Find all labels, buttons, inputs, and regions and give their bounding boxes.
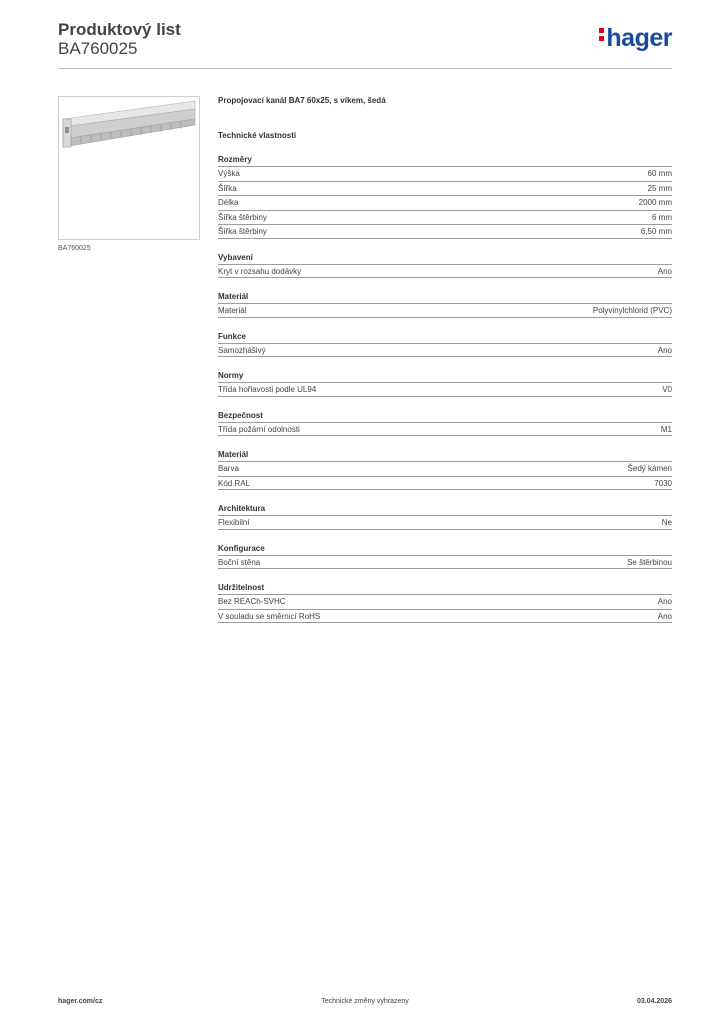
section-sustainability: [218, 582, 672, 623]
section-safety: [218, 410, 672, 437]
spec-row: [218, 210, 672, 225]
spec-value: M1: [660, 424, 672, 434]
spec-value: Ano: [657, 611, 672, 621]
spec-row: [218, 594, 672, 609]
logo-text: hager: [606, 24, 672, 52]
spec-row: [218, 166, 672, 181]
section-material-color: [218, 449, 672, 490]
image-caption: BA760025: [58, 245, 91, 252]
section-title: Funkce: [218, 331, 247, 341]
spec-row: [218, 181, 672, 196]
spec-label: Výška: [218, 169, 240, 178]
product-name: Propojovací kanál BA7 60x25, s víkem, šedá: [218, 96, 386, 105]
footer-website: hager.com/cz: [58, 998, 103, 1005]
section-architecture: [218, 503, 672, 530]
spec-value: 6 mm: [652, 212, 672, 222]
spec-value: Ne: [661, 518, 672, 527]
section-title: Architektura: [218, 504, 266, 513]
section-title: Normy: [218, 371, 244, 380]
spec-row: [218, 303, 672, 318]
spec-value: 60 mm: [647, 169, 672, 178]
footer-date: 03.04.2026: [636, 998, 672, 1005]
spec-value: V0: [662, 385, 672, 394]
spec-value: Šedý kámen: [627, 464, 672, 473]
spec-label: Kryt v rozsahu dodávky: [218, 266, 302, 276]
footer-note: Technické změny vyhrazeny: [321, 998, 409, 1005]
cable-duct-icon: [59, 97, 199, 239]
spec-row: [218, 555, 672, 570]
spec-value: Polyvinylchlorid (PVC): [592, 306, 672, 315]
spec-value: Ano: [657, 266, 672, 276]
spec-row: [218, 461, 672, 476]
spec-label: Třída požární odolnosti: [218, 424, 300, 434]
spec-row: [218, 476, 672, 491]
spec-row: [218, 422, 672, 437]
spec-row: [218, 609, 672, 624]
spec-row: [218, 264, 672, 279]
logo-dots-icon: [599, 25, 604, 44]
section-configuration: [218, 543, 672, 570]
spec-row: [218, 224, 672, 239]
spec-label: Třída hořlavosti podle UL94: [218, 385, 317, 394]
section-material: [218, 291, 672, 318]
section-function: [218, 331, 672, 358]
spec-value: Se štěrbinou: [627, 557, 672, 567]
spec-row: [218, 515, 672, 530]
spec-value: 25 mm: [647, 183, 672, 193]
spec-label: Kód RAL: [218, 478, 251, 488]
section-title: Vybavení: [218, 252, 253, 262]
spec-label: Samozhášivý: [218, 345, 266, 355]
spec-row: [218, 343, 672, 358]
product-details: [218, 95, 672, 623]
section-title: Materiál: [218, 450, 249, 459]
spec-row: [218, 382, 672, 397]
document-title: Produktový list: [58, 20, 181, 39]
spec-value: Ano: [657, 345, 672, 355]
section-title: Rozměry: [218, 155, 252, 164]
spec-label: V souladu se směrnicí RoHS: [218, 611, 321, 621]
tech-properties-heading: Technické vlastnosti: [218, 131, 297, 140]
spec-label: Bez REACh-SVHC: [218, 597, 286, 606]
section-title: Bezpečnost: [218, 410, 263, 420]
section-dimensions: [218, 154, 672, 239]
section-standards: [218, 370, 672, 397]
hager-logo: [599, 24, 672, 53]
spec-row: [218, 195, 672, 210]
spec-label: Barva: [218, 464, 239, 473]
spec-value: 7030: [654, 478, 672, 488]
spec-label: Šířka: [218, 183, 237, 193]
header-divider: [58, 68, 672, 69]
section-title: Udržitelnost: [218, 583, 265, 592]
spec-label: Materiál: [218, 306, 247, 315]
spec-label: Flexibilní: [218, 518, 250, 527]
spec-label: Délka: [218, 198, 239, 207]
product-image: [58, 96, 200, 240]
page-header: [58, 20, 672, 68]
spec-value: 2000 mm: [638, 198, 672, 207]
spec-label: Šířka štěrbiny: [218, 227, 267, 236]
spec-value: 6,50 mm: [640, 227, 672, 236]
section-title: Konfigurace: [218, 543, 265, 553]
section-equipment: [218, 252, 672, 279]
product-code: BA760025: [58, 39, 138, 58]
spec-label: Šířka štěrbiny: [218, 212, 267, 222]
section-title: Materiál: [218, 292, 249, 301]
spec-value: Ano: [657, 597, 672, 606]
spec-label: Boční stěna: [218, 557, 261, 567]
